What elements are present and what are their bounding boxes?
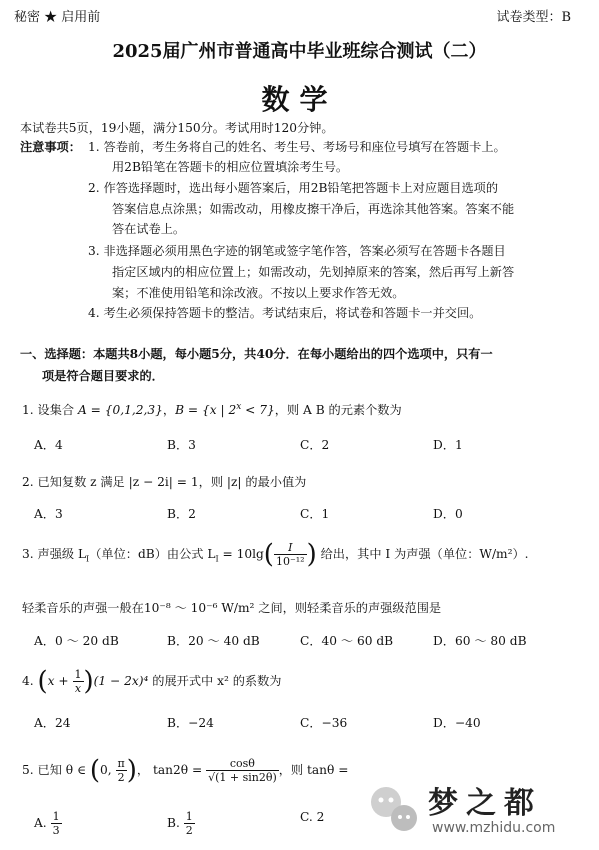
q2-option-d: D．0 — [433, 507, 463, 521]
q5-stem-a: 5. 已知 θ ∈ — [22, 763, 90, 777]
notice-item-3-line-2: 指定区域内的相应位置上；如需改动，先划掉原来的答案，然后再写上新答 — [112, 265, 515, 279]
q1-stem-c: ，则 A B 的元素个数为 — [274, 403, 402, 418]
exam-title: 2025届广州市普通高中毕业班综合测试（二） — [112, 41, 487, 62]
subject-title: 数学 — [261, 83, 338, 116]
q4-options — [34, 714, 579, 731]
secret-label: 秘密 ★ 启用前 — [14, 10, 101, 25]
q1-set-b-end: < 7} — [241, 403, 275, 418]
q3-stem-c: = 10lg — [218, 547, 264, 561]
q3-option-b: B．20 ～ 40 dB — [167, 634, 260, 648]
q5-fraction-pi — [116, 757, 127, 784]
q5-option-b-label: B. — [167, 816, 180, 830]
q4-stem-b: 的展开式中 x² 的系数为 — [148, 674, 282, 688]
q1-options — [34, 436, 579, 453]
question-5 — [22, 757, 348, 784]
q5-option-c-label: C. — [300, 810, 313, 824]
question-1 — [22, 397, 402, 420]
q3-frac-num: I — [274, 541, 307, 555]
q5-option-a — [34, 810, 167, 837]
notice-item-1-line-1: 1. 答卷前，考生务将自己的姓名、考生号、考场号和座位号填写在答题卡上。 — [88, 140, 506, 154]
q4-paren-close: ) — [83, 666, 94, 697]
q4-paren-open: ( — [37, 666, 48, 697]
q3-frac-den: 10⁻¹² — [275, 555, 305, 568]
q4-option-c: C．−36 — [300, 716, 348, 730]
q2-option-c: C．1 — [300, 507, 330, 521]
q3-stem-d: 给出，其中 I 为声强（单位：W/m²）. — [316, 547, 529, 561]
q3-stem-b: （单位：dB）由公式 L — [89, 547, 216, 561]
q3-stem-a: 3. 声强级 L — [22, 547, 87, 561]
q3-option-a: A．0 ～ 20 dB — [34, 634, 119, 648]
q4-frac-den: x — [74, 682, 82, 695]
q5-frac-den: 2 — [117, 771, 125, 784]
watermark-name: 梦之都 — [428, 786, 542, 821]
q5-paren-close: ) — [126, 755, 137, 786]
q4-option-a: A．24 — [34, 716, 71, 730]
q5-option-b-fraction — [184, 810, 195, 837]
q3-option-c: C．40 ～ 60 dB — [300, 634, 394, 648]
q3-subscript: I — [86, 554, 90, 564]
q5-frac-num: π — [117, 757, 125, 770]
q2-option-a: A．3 — [34, 507, 63, 521]
notice-item-2-line-3: 答在试卷上。 — [112, 222, 186, 236]
q4-expr-b: (1 − 2x)⁴ — [93, 674, 149, 688]
q5-frac2-num: cosθ — [206, 757, 279, 771]
q5-option-b-num: 1 — [185, 810, 193, 823]
q3-fraction — [274, 541, 307, 568]
q3-subscript-2: I — [215, 554, 219, 564]
q1-stem-b: ， — [162, 403, 176, 418]
notice-item-3-line-3: 案；不准使用铅笔和涂改液。不按以上要求作答无效。 — [112, 286, 405, 300]
q4-expr-a: x + — [47, 674, 73, 688]
notice-item-1-line-2: 用2B铅笔在答题卡的相应位置填涂考生号。 — [112, 160, 349, 174]
q5-option-b-den: 2 — [185, 824, 193, 837]
q4-frac-num: 1 — [74, 668, 82, 681]
notice-item-2-line-2: 答案信息点涂黑；如需改动，用橡皮擦干净后，再选涂其他答案。答案不能 — [112, 202, 515, 216]
intro-line: 本试卷共5页，19小题，满分150分。考试用时120分钟。 — [20, 121, 334, 135]
q1-option-d: D．1 — [433, 438, 463, 452]
section-heading — [20, 343, 583, 387]
notice-item-4-line-1: 4. 考生必须保持答题卡的整洁。考试结束后，将试卷和答题卡一并交回。 — [88, 306, 482, 320]
q5-stem-c: ，则 tanθ = — [278, 763, 349, 777]
q3-option-d: D．60 ～ 80 dB — [433, 634, 527, 648]
paper-type-label: 试卷类型：B — [496, 10, 571, 25]
notice-item-2-line-1: 2. 作答选择题时，选出每小题答案后，用2B铅笔把答题卡上对应题目选项的 — [88, 181, 499, 195]
q5-frac2-den: √(1 + sin2θ) — [208, 771, 277, 784]
q5-paren-open: ( — [89, 755, 101, 786]
q5-fraction-cos — [206, 757, 279, 784]
q3-paren-open: ( — [263, 539, 274, 570]
q4-option-d: D．−40 — [433, 716, 481, 730]
q1-set-b-exponent: x — [236, 402, 242, 412]
q4-fraction — [73, 668, 84, 695]
notice-label: 注意事项： — [20, 140, 81, 154]
q1-stem-a: 1. 设集合 — [22, 403, 78, 418]
question-2: 2. 已知复数 z 满足 |z − 2i| = 1，则 |z| 的最小值为 — [22, 475, 307, 489]
q4-option-b: B．−24 — [167, 716, 214, 730]
q1-set-a: A = {0,1,2,3} — [77, 403, 163, 418]
q1-option-b: B．3 — [167, 438, 196, 452]
q5-option-a-num: 1 — [52, 810, 60, 823]
q5-option-b — [167, 810, 300, 837]
watermark — [360, 776, 590, 846]
q5-zero: 0, — [100, 763, 116, 777]
notice-item-3-line-1: 3. 非选择题必须用黑色字迹的钢笔或签字笔作答，答案必须写在答题卡各题目 — [88, 244, 506, 258]
q5-stem-b: ， tan2θ = — [136, 763, 207, 777]
q1-option-a: A．4 — [34, 438, 63, 452]
watermark-logo-icon — [364, 780, 424, 840]
q3-paren-close: ) — [306, 539, 317, 570]
section-heading-line-1: 一、选择题：本题共8小题，每小题5分，共40分．在每小题给出的四个选项中，只有一 — [20, 347, 493, 361]
q5-option-a-den: 3 — [52, 824, 60, 837]
question-4 — [22, 668, 282, 695]
q5-option-a-label: A. — [34, 816, 47, 830]
q1-set-b: B = {x | 2 — [175, 403, 237, 418]
q3-line-2: 轻柔音乐的声强一般在10⁻⁸ ～ 10⁻⁶ W/m² 之间，则轻柔音乐的声强级范围是 — [22, 601, 442, 615]
q3-options — [34, 632, 579, 649]
section-heading-line-2: 项是符合题目要求的． — [42, 369, 164, 383]
q1-option-c: C．2 — [300, 438, 330, 452]
q5-option-a-fraction — [51, 810, 62, 837]
q4-stem-a: 4. — [22, 674, 38, 688]
q5-option-c-value: 2 — [316, 810, 325, 824]
watermark-url: www.mzhidu.com — [432, 820, 556, 836]
q2-options — [34, 505, 579, 522]
q2-option-b: B．2 — [167, 507, 196, 521]
question-3 — [22, 541, 529, 569]
